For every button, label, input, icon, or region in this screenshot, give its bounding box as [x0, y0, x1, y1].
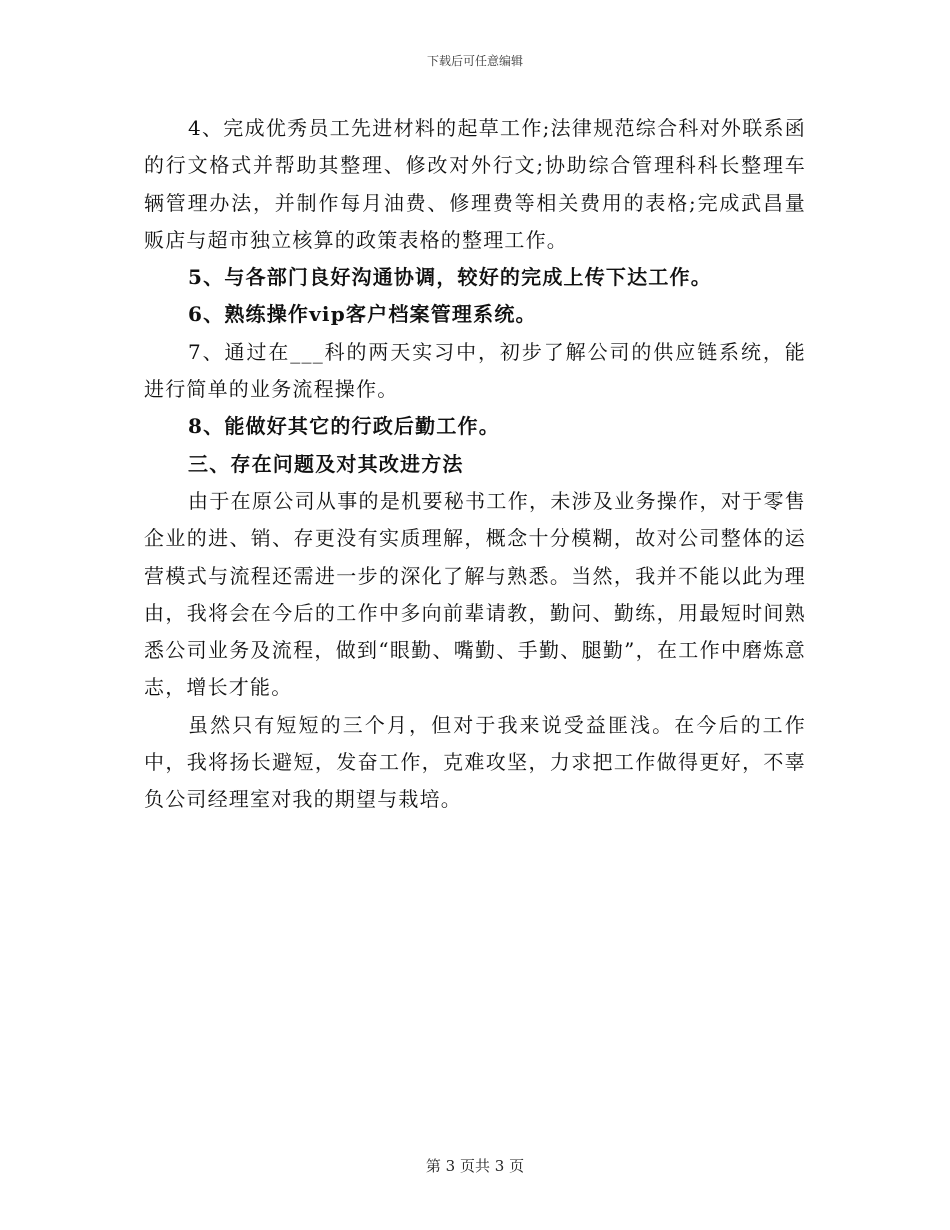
- page-footer: 第 3 页共 3 页: [425, 1157, 525, 1175]
- page-header: 下载后可任意编辑: [426, 54, 523, 68]
- paragraph-conclusion: 虽然只有短短的三个月，但对于我来说受益匪浅。在今后的工作中，我将扬长避短，发奋工作，克难攻坚，力求把工作做得更好，不辜负公司经理室对我的期望与栽培。: [144, 712, 806, 812]
- section-heading: 三、存在问题及对其改进方法: [188, 451, 464, 476]
- paragraph-item-6: 6、熟练操作vip客户档案管理系统。: [188, 302, 537, 327]
- paragraph-item-8: 8、能做好其它的行政后勤工作。: [188, 414, 500, 439]
- document-body: [144, 110, 806, 819]
- paragraph-item-4: 4、完成优秀员工先进材料的起草工作;法律规范综合科对外联系函的行文格式并帮助其整理、修改对外行文;协助综合管理科科长整理车辆管理办法，并制作每月油费、修理费等相关费用的表格;完成武昌量贩店与超市独立核算的政策表格的整理工作。: [144, 116, 806, 252]
- paragraph-item-5: 5、与各部门良好沟通协调，较好的完成上传下达工作。: [188, 265, 712, 290]
- paragraph-item-7: 7、通过在___科的两天实习中，初步了解公司的供应链系统，能进行简单的业务流程操作。: [144, 339, 806, 402]
- paragraph-problems: 由于在原公司从事的是机要秘书工作，未涉及业务操作，对于零售企业的进、销、存更没有实质理解，概念十分模糊，故对公司整体的运营模式与流程还需进一步的深化了解与熟悉。当然，我并不能以此为理由，我将会在今后的工作中多向前辈请教，勤问、勤练，用最短时间熟悉公司业务及流程，做到“眼勤、嘴勤、手勤、腿勤”，在工作中磨炼意志，增长才能。: [144, 488, 806, 700]
